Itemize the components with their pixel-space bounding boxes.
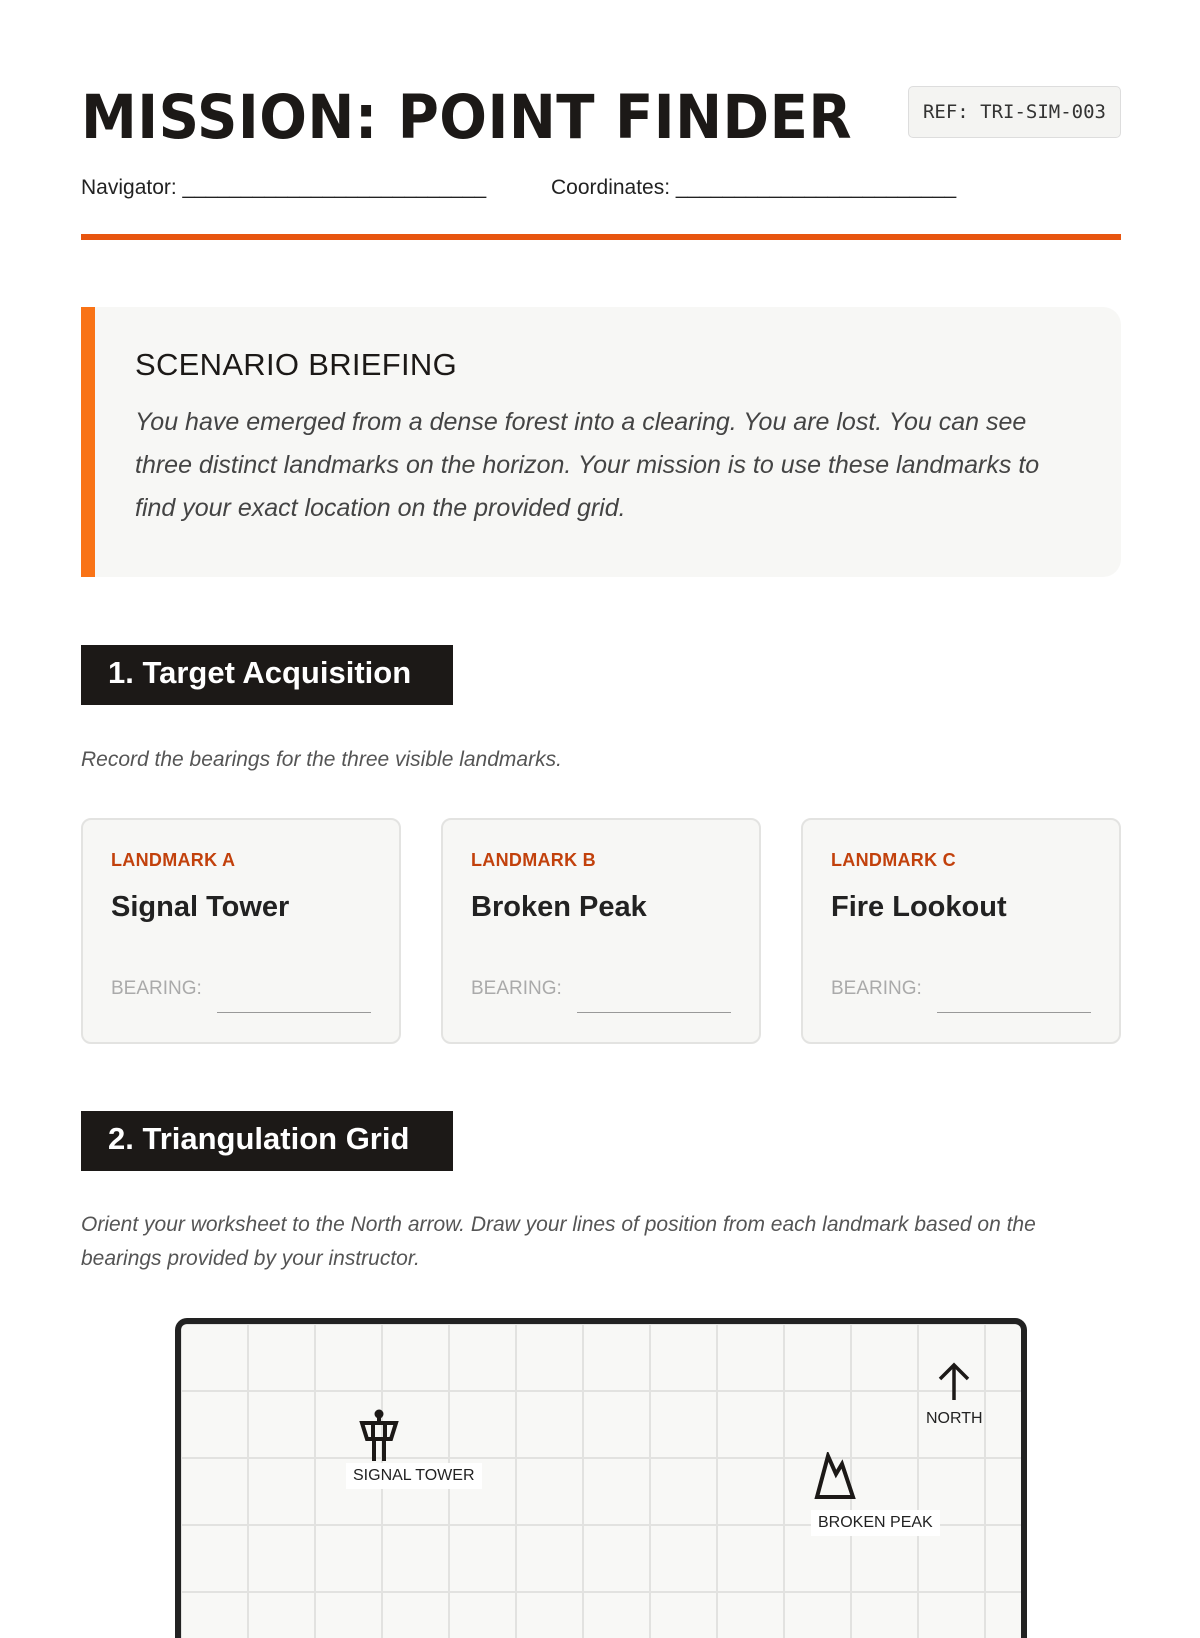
bearing-label: BEARING:: [831, 978, 922, 999]
bearing-input[interactable]: [937, 1012, 1091, 1013]
bearing-label: BEARING:: [111, 978, 202, 999]
bearing-label: BEARING:: [471, 978, 562, 999]
broken-peak-label: BROKEN PEAK: [811, 1510, 940, 1536]
reference-badge: REF: TRI-SIM-003: [908, 86, 1121, 138]
scenario-briefing: [81, 307, 1121, 577]
section-heading-target-acquisition: 1. Target Acquisition: [81, 645, 453, 705]
section-note: Record the bearings for the three visible landmarks.: [81, 748, 562, 771]
landmark-card-a: [81, 818, 401, 1044]
north-arrow-icon: [934, 1362, 974, 1402]
landmark-label: LANDMARK B: [471, 850, 596, 870]
signal-tower-icon: [358, 1409, 402, 1463]
landmark-card-c: [801, 818, 1121, 1044]
landmark-name: Broken Peak: [471, 891, 647, 923]
briefing-title: SCENARIO BRIEFING: [135, 347, 458, 382]
north-indicator: [926, 1362, 983, 1428]
section-heading-triangulation-grid: 2. Triangulation Grid: [81, 1111, 453, 1171]
coordinates-field[interactable]: Coordinates: ________________________: [551, 176, 957, 199]
triangulation-grid[interactable]: [175, 1318, 1027, 1638]
landmark-label: LANDMARK A: [111, 850, 236, 870]
navigator-field[interactable]: Navigator: __________________________: [81, 176, 487, 199]
signal-tower-label: SIGNAL TOWER: [346, 1463, 482, 1489]
north-label: NORTH: [926, 1410, 983, 1427]
briefing-text: You have emerged from a dense forest into a clearing. You are lost. You can see three distinct landmarks on the horizon. Your mission is to use these landmarks to find your exact location on the provided grid.: [135, 408, 1040, 522]
mountain-peak-icon: [813, 1452, 865, 1500]
header-divider: [81, 234, 1121, 240]
bearing-input[interactable]: [577, 1012, 731, 1013]
signal-tower-marker: [346, 1409, 482, 1489]
page-title: MISSION: POINT FINDER: [81, 82, 853, 153]
landmark-card-b: [441, 818, 761, 1044]
landmark-label: LANDMARK C: [831, 850, 956, 870]
bearing-input[interactable]: [217, 1012, 371, 1013]
landmark-name: Fire Lookout: [831, 891, 1007, 923]
broken-peak-marker: [811, 1452, 940, 1536]
section-note: Orient your worksheet to the North arrow. Draw your lines of position from each landmark based on the bearings provided by your instructor.: [81, 1213, 1036, 1270]
landmark-name: Signal Tower: [111, 891, 290, 923]
